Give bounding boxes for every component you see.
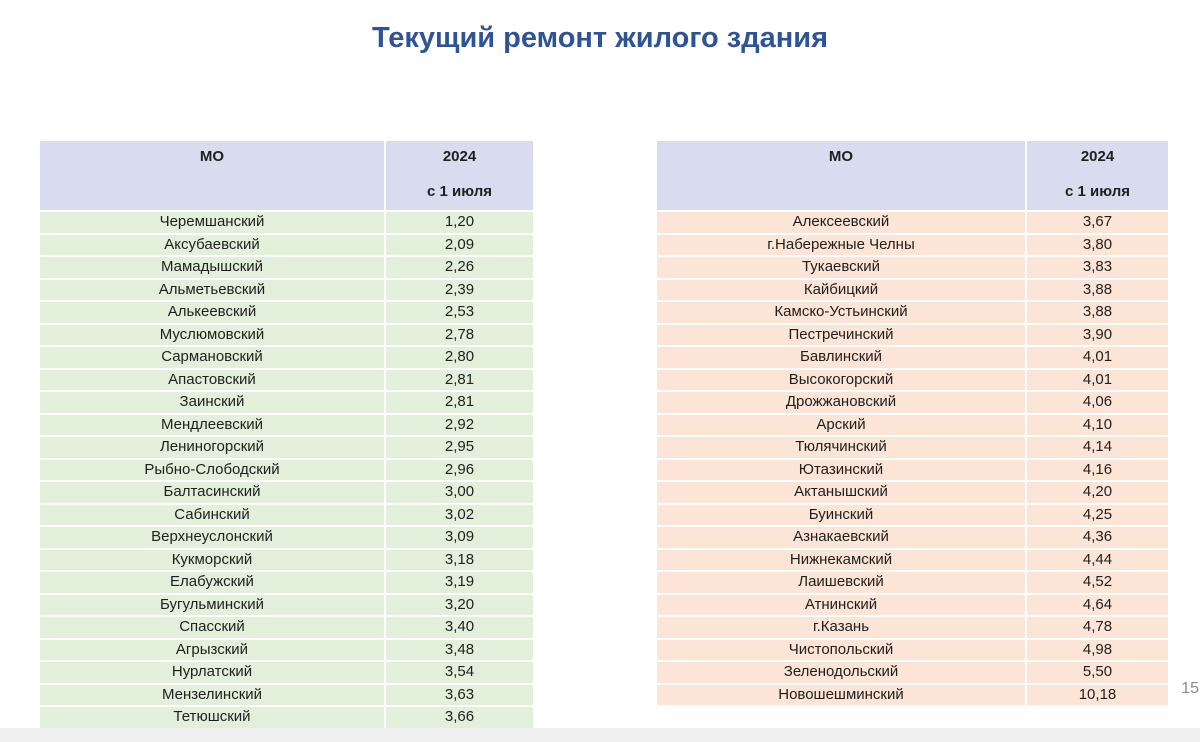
table-row <box>657 617 1168 638</box>
value-cell: 2,26 <box>386 257 533 278</box>
value-cell: 3,00 <box>386 482 533 503</box>
left-header-value-cell <box>386 141 533 210</box>
table-row <box>657 235 1168 256</box>
municipality-cell: Кайбицкий <box>657 280 1025 301</box>
value-cell: 4,06 <box>1027 392 1168 413</box>
value-cell: 4,01 <box>1027 370 1168 391</box>
table-row <box>40 550 533 571</box>
value-cell: 2,96 <box>386 460 533 481</box>
municipality-cell: Нурлатский <box>40 662 384 683</box>
table-row <box>40 482 533 503</box>
date-label: с 1 июля <box>1065 183 1130 200</box>
table-row <box>40 707 533 728</box>
value-cell: 4,44 <box>1027 550 1168 571</box>
value-cell: 10,18 <box>1027 685 1168 706</box>
table-row <box>657 437 1168 458</box>
table-row <box>657 572 1168 593</box>
table-row <box>40 595 533 616</box>
table-row <box>40 257 533 278</box>
municipality-cell: Арский <box>657 415 1025 436</box>
page-number: 15 <box>1181 680 1199 697</box>
municipality-cell: Лаишевский <box>657 572 1025 593</box>
value-cell: 3,67 <box>1027 212 1168 233</box>
municipality-cell: Бугульминский <box>40 595 384 616</box>
value-cell: 3,20 <box>386 595 533 616</box>
municipality-cell: Тетюшский <box>40 707 384 728</box>
municipality-cell: Елабужский <box>40 572 384 593</box>
municipality-cell: Сабинский <box>40 505 384 526</box>
municipality-cell: Апастовский <box>40 370 384 391</box>
municipality-cell: Альметьевский <box>40 280 384 301</box>
table-row <box>40 302 533 323</box>
municipality-cell: Тюлячинский <box>657 437 1025 458</box>
page-title: Текущий ремонт жилого здания <box>371 22 829 54</box>
right-header-mo-cell <box>657 141 1025 210</box>
header-row <box>40 141 533 210</box>
municipality-cell: Кукморский <box>40 550 384 571</box>
table-row <box>657 550 1168 571</box>
header-row <box>657 141 1168 210</box>
year-label: 2024 <box>1080 148 1115 165</box>
municipality-cell: Атнинский <box>657 595 1025 616</box>
footer-strip <box>0 728 1200 742</box>
table-row <box>40 617 533 638</box>
municipality-cell: Пестречинский <box>657 325 1025 346</box>
municipality-cell: г.Казань <box>657 617 1025 638</box>
value-cell: 1,20 <box>386 212 533 233</box>
municipality-cell: Буинский <box>657 505 1025 526</box>
value-cell: 4,25 <box>1027 505 1168 526</box>
value-cell: 4,10 <box>1027 415 1168 436</box>
value-cell: 3,54 <box>386 662 533 683</box>
value-cell: 3,90 <box>1027 325 1168 346</box>
municipality-cell: Новошешминский <box>657 685 1025 706</box>
table-row <box>657 212 1168 233</box>
table-row <box>657 415 1168 436</box>
value-cell: 2,81 <box>386 392 533 413</box>
value-cell: 3,66 <box>386 707 533 728</box>
municipality-cell: Алексеевский <box>657 212 1025 233</box>
table-row <box>657 460 1168 481</box>
left-table-body <box>40 212 533 728</box>
municipality-cell: г.Набережные Челны <box>657 235 1025 256</box>
value-cell: 3,09 <box>386 527 533 548</box>
municipality-cell: Черемшанский <box>40 212 384 233</box>
table-row <box>40 212 533 233</box>
municipality-cell: Муслюмовский <box>40 325 384 346</box>
value-cell: 2,92 <box>386 415 533 436</box>
value-cell: 4,78 <box>1027 617 1168 638</box>
municipality-cell: Рыбно-Слободский <box>40 460 384 481</box>
right-table <box>655 139 1170 707</box>
municipality-cell: Азнакаевский <box>657 527 1025 548</box>
table-row <box>657 662 1168 683</box>
value-cell: 3,40 <box>386 617 533 638</box>
municipality-cell: Дрожжановский <box>657 392 1025 413</box>
value-cell: 3,02 <box>386 505 533 526</box>
municipality-cell: Сармановский <box>40 347 384 368</box>
table-row <box>657 370 1168 391</box>
table-row <box>657 505 1168 526</box>
value-cell: 3,88 <box>1027 280 1168 301</box>
value-cell: 2,95 <box>386 437 533 458</box>
mo-column-label: МО <box>828 148 854 165</box>
table-row <box>40 325 533 346</box>
left-table <box>38 139 535 730</box>
table-row <box>657 595 1168 616</box>
table-row <box>657 302 1168 323</box>
value-cell: 4,52 <box>1027 572 1168 593</box>
value-cell: 4,98 <box>1027 640 1168 661</box>
municipality-cell: Агрызский <box>40 640 384 661</box>
right-header-value-cell <box>1027 141 1168 210</box>
table-row <box>40 685 533 706</box>
left-header-mo-cell <box>40 141 384 210</box>
value-cell: 2,80 <box>386 347 533 368</box>
table-row <box>657 347 1168 368</box>
value-cell: 4,36 <box>1027 527 1168 548</box>
value-cell: 3,83 <box>1027 257 1168 278</box>
value-cell: 4,01 <box>1027 347 1168 368</box>
municipality-cell: Спасский <box>40 617 384 638</box>
municipality-cell: Мендлеевский <box>40 415 384 436</box>
table-row <box>657 685 1168 706</box>
table-row <box>40 347 533 368</box>
table-row <box>657 392 1168 413</box>
value-cell: 2,39 <box>386 280 533 301</box>
value-cell: 3,88 <box>1027 302 1168 323</box>
table-row <box>657 527 1168 548</box>
right-table-body <box>657 212 1168 705</box>
municipality-cell: Заинский <box>40 392 384 413</box>
right-table-header <box>657 141 1168 210</box>
table-row <box>40 415 533 436</box>
municipality-cell: Тукаевский <box>657 257 1025 278</box>
table-row <box>40 662 533 683</box>
municipality-cell: Чистопольский <box>657 640 1025 661</box>
table-row <box>40 235 533 256</box>
value-cell: 5,50 <box>1027 662 1168 683</box>
municipality-cell: Актанышский <box>657 482 1025 503</box>
municipality-cell: Камско-Устьинский <box>657 302 1025 323</box>
municipality-cell: Бавлинский <box>657 347 1025 368</box>
table-row <box>40 572 533 593</box>
value-cell: 4,14 <box>1027 437 1168 458</box>
value-cell: 4,64 <box>1027 595 1168 616</box>
municipality-cell: Зеленодольский <box>657 662 1025 683</box>
value-cell: 3,19 <box>386 572 533 593</box>
mo-column-label: МО <box>199 148 225 165</box>
value-cell: 3,48 <box>386 640 533 661</box>
value-cell: 2,09 <box>386 235 533 256</box>
municipality-cell: Верхнеуслонский <box>40 527 384 548</box>
municipality-cell: Алькеевский <box>40 302 384 323</box>
value-cell: 3,80 <box>1027 235 1168 256</box>
table-row <box>40 392 533 413</box>
table-row <box>40 370 533 391</box>
municipality-cell: Нижнекамский <box>657 550 1025 571</box>
table-row <box>40 437 533 458</box>
value-cell: 2,78 <box>386 325 533 346</box>
table-row <box>40 527 533 548</box>
date-label: с 1 июля <box>427 183 492 200</box>
value-cell: 2,53 <box>386 302 533 323</box>
table-row <box>657 640 1168 661</box>
table-row <box>40 280 533 301</box>
table-row <box>40 460 533 481</box>
value-cell: 4,20 <box>1027 482 1168 503</box>
table-row <box>657 280 1168 301</box>
table-row <box>657 482 1168 503</box>
municipality-cell: Ютазинский <box>657 460 1025 481</box>
table-row <box>40 505 533 526</box>
table-row <box>657 325 1168 346</box>
left-table-header <box>40 141 533 210</box>
value-cell: 3,63 <box>386 685 533 706</box>
municipality-cell: Мензелинский <box>40 685 384 706</box>
municipality-cell: Мамадышский <box>40 257 384 278</box>
value-cell: 3,18 <box>386 550 533 571</box>
municipality-cell: Балтасинский <box>40 482 384 503</box>
municipality-cell: Лениногорский <box>40 437 384 458</box>
value-cell: 2,81 <box>386 370 533 391</box>
year-label: 2024 <box>442 148 477 165</box>
value-cell: 4,16 <box>1027 460 1168 481</box>
table-row <box>657 257 1168 278</box>
table-row <box>40 640 533 661</box>
municipality-cell: Высокогорский <box>657 370 1025 391</box>
municipality-cell: Аксубаевский <box>40 235 384 256</box>
